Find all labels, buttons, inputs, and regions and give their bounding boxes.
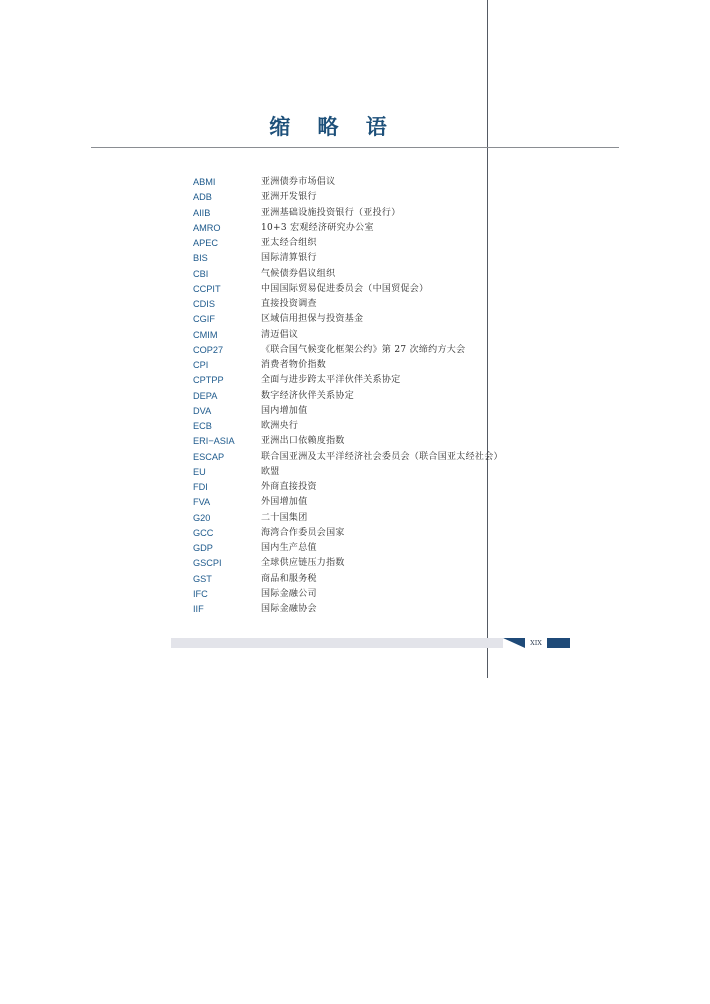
abbreviation-entry	[193, 373, 503, 388]
page-number: XIX	[525, 638, 547, 648]
abbreviation-definition: 国内生产总值	[261, 543, 317, 553]
title-rule	[91, 147, 619, 148]
abbreviation-entry	[193, 511, 503, 526]
abbreviation-entry	[193, 602, 503, 617]
abbreviation-term: CGIF	[193, 314, 215, 325]
abbreviation-entry	[193, 389, 503, 404]
abbreviation-definition: 亚洲基础设施投资银行（亚投行）	[261, 207, 401, 218]
abbreviation-term: AIIB	[193, 207, 211, 218]
abbreviation-definition: 二十国集团	[261, 512, 308, 523]
abbreviation-entry	[193, 190, 503, 205]
abbreviation-entry	[193, 358, 503, 373]
abbreviation-entry	[193, 312, 503, 327]
abbreviation-definition: 国内增加值	[261, 405, 308, 416]
abbreviation-term: GST	[193, 573, 212, 584]
abbreviation-entry	[193, 465, 503, 480]
abbreviation-definition: 数字经济伙伴关系协定	[261, 390, 355, 401]
abbreviation-entry	[193, 267, 503, 282]
abbreviation-definition: 清迈倡议	[261, 329, 299, 340]
abbreviation-definition: 欧盟	[261, 466, 280, 477]
abbreviation-term: CCPIT	[193, 283, 221, 294]
abbreviation-term: CPTPP	[193, 375, 224, 386]
footer-bar	[171, 638, 503, 648]
abbreviation-definition: 消费者物价指数	[261, 360, 327, 370]
abbreviation-definition: 联合国亚洲及太平洋经济社会委员会（联合国亚太经社会）	[261, 451, 503, 462]
abbreviation-entry	[193, 495, 503, 510]
footer-block	[547, 638, 570, 648]
abbreviation-term: ESCAP	[193, 451, 225, 462]
abbreviation-definition: 全球供应链压力指数	[261, 558, 345, 569]
abbreviation-definition: 亚洲出口依赖度指数	[261, 436, 345, 447]
abbreviation-term: ERI−ASIA	[193, 436, 235, 447]
abbreviation-entry	[193, 572, 503, 587]
abbreviation-term: EU	[193, 466, 206, 477]
abbreviation-entry	[193, 526, 503, 541]
abbreviation-entry	[193, 251, 503, 266]
abbreviation-term: IFC	[193, 588, 208, 599]
abbreviation-definition: 国际金融公司	[261, 588, 317, 599]
abbreviation-entry	[193, 221, 503, 236]
abbreviation-definition: 全面与进步跨太平洋伙伴关系协定	[261, 375, 401, 386]
abbreviation-term: CBI	[193, 268, 209, 279]
abbreviation-term: DEPA	[193, 390, 218, 401]
abbreviation-definition: 海湾合作委员会国家	[261, 527, 345, 538]
abbreviation-term: CPI	[193, 360, 209, 370]
abbreviation-term: COP27	[193, 344, 224, 355]
abbreviation-definition: 外商直接投资	[261, 482, 317, 492]
abbreviation-entry	[193, 587, 503, 602]
abbreviation-term: APEC	[193, 238, 219, 248]
abbreviation-entry	[193, 175, 503, 190]
abbreviation-entry	[193, 404, 503, 419]
abbreviation-list	[193, 175, 503, 617]
footer-accent	[503, 638, 525, 648]
abbreviation-definition: 《联合国气候变化框架公约》第 27 次缔约方大会	[261, 344, 466, 355]
abbreviation-term: CDIS	[193, 299, 215, 309]
abbreviation-term: G20	[193, 512, 211, 523]
abbreviation-term: CMIM	[193, 329, 218, 340]
abbreviation-term: BIS	[193, 253, 208, 264]
abbreviation-term: AMRO	[193, 222, 221, 233]
abbreviation-entry	[193, 541, 503, 556]
abbreviation-definition: 亚洲债券市场倡议	[261, 177, 336, 187]
abbreviation-entry	[193, 206, 503, 221]
abbreviation-entry	[193, 282, 503, 297]
abbreviation-definition: 中国国际贸易促进委员会（中国贸促会）	[261, 283, 429, 294]
abbreviation-definition: 直接投资调查	[261, 299, 317, 309]
abbreviation-definition: 气候债券倡议组织	[261, 268, 336, 279]
abbreviation-definition: 外国增加值	[261, 497, 308, 508]
abbreviation-term: IIF	[193, 604, 204, 614]
abbreviation-definition: 10+3 宏观经济研究办公室	[261, 222, 374, 233]
abbreviation-term: DVA	[193, 405, 212, 416]
abbreviation-entry	[193, 556, 503, 571]
abbreviation-definition: 亚洲开发银行	[261, 192, 317, 203]
page-title: 缩 略 语	[269, 114, 397, 139]
abbreviation-definition: 商品和服务税	[261, 573, 317, 584]
abbreviation-term: FVA	[193, 497, 211, 508]
abbreviation-definition: 国际金融协会	[261, 604, 317, 614]
abbreviation-entry	[193, 297, 503, 312]
abbreviation-entry	[193, 343, 503, 358]
abbreviation-definition: 欧洲央行	[261, 421, 299, 431]
abbreviation-term: ABMI	[193, 177, 216, 187]
abbreviation-entry	[193, 480, 503, 495]
abbreviation-term: GCC	[193, 527, 214, 538]
abbreviation-entry	[193, 236, 503, 251]
abbreviation-definition: 区域信用担保与投资基金	[261, 314, 364, 325]
abbreviation-entry	[193, 434, 503, 449]
abbreviation-entry	[193, 328, 503, 343]
abbreviation-entry	[193, 419, 503, 434]
abbreviation-term: ECB	[193, 421, 212, 431]
abbreviation-definition: 国际清算银行	[261, 253, 317, 264]
abbreviation-entry	[193, 450, 503, 465]
abbreviation-term: ADB	[193, 192, 212, 203]
abbreviation-term: FDI	[193, 482, 208, 492]
abbreviation-definition: 亚太经合组织	[261, 238, 317, 248]
abbreviation-term: GDP	[193, 543, 213, 553]
abbreviation-term: GSCPI	[193, 558, 222, 569]
